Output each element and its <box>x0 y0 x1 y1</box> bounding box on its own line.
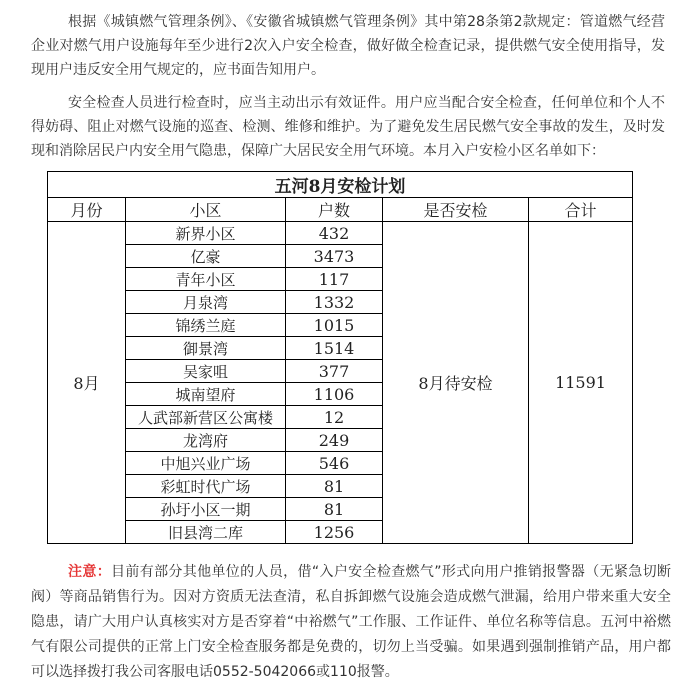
community-name-cell: 彩虹时代广场 <box>126 475 286 498</box>
household-count-cell: 249 <box>286 429 383 452</box>
notice-paragraph <box>31 560 671 685</box>
community-name-cell: 人武部新营区公寓楼 <box>126 406 286 429</box>
header-households: 户数 <box>286 198 383 222</box>
household-count-cell: 1106 <box>286 383 383 406</box>
intro-paragraph-1: 根据《城镇燃气管理条例》、《安徽省城镇燃气管理条例》其中第28条第2款规定：管道燃气经营企业对燃气用户设施每年至少进行2次入户安全检查，做好做全检查记录，提供燃气安全使用指导，发现用户违反安全用气规定的，应书面告知用户。 <box>31 14 665 78</box>
header-month: 月份 <box>48 198 126 222</box>
community-name-cell: 月泉湾 <box>126 291 286 314</box>
household-count-cell: 546 <box>286 452 383 475</box>
header-total: 合计 <box>529 198 633 222</box>
table-row <box>48 222 633 245</box>
notice-label: 注意： <box>68 564 112 580</box>
household-count-cell: 3473 <box>286 245 383 268</box>
header-inspected: 是否安检 <box>383 198 529 222</box>
community-name-cell: 孙圩小区一期 <box>126 498 286 521</box>
community-name-cell: 新界小区 <box>126 222 286 245</box>
community-name-cell: 吴家咀 <box>126 360 286 383</box>
intro-paragraph-2: 安全检查人员进行检查时，应当主动出示有效证件。用户应当配合安全检查，任何单位和个人不得妨碍、阻止对燃气设施的巡查、检测、维修和维护。为了避免发生居民燃气安全事故的发生，及时发现和消除居民户内安全用气隐患，保障广大居民安全用气环境。本月入户安检小区名单如下： <box>31 95 665 159</box>
community-name-cell: 中旭兴业广场 <box>126 452 286 475</box>
community-name-cell: 旧县湾二库 <box>126 521 286 544</box>
table-title: 五河8月安检计划 <box>48 172 633 198</box>
inspection-table <box>47 171 632 542</box>
notice-text: 目前有部分其他单位的人员，借“入户安全检查燃气”形式向用户推销报警器（无紧急切断阀）等商品销售行为。因对方资质无法查清，私自拆卸燃气设施会造成燃气泄漏，给用户带来重大安全隐患，请广大用户认真核实对方是否穿着“中裕燃气”工作服、工作证件、单位名称等信息。五河中裕燃气有限公司提供的正常上门安全检查服务都是免费的，切勿上当受骗。如果遇到强制推销产品，用户都可以选择拨打我公司客服电话0552-5042066或110报警。 <box>31 564 672 680</box>
household-count-cell: 1015 <box>286 314 383 337</box>
total-cell: 11591 <box>529 222 633 544</box>
household-count-cell: 12 <box>286 406 383 429</box>
household-count-cell: 117 <box>286 268 383 291</box>
household-count-cell: 1256 <box>286 521 383 544</box>
household-count-cell: 81 <box>286 498 383 521</box>
month-cell: 8月 <box>48 222 126 544</box>
community-name-cell: 御景湾 <box>126 337 286 360</box>
status-cell: 8月待安检 <box>383 222 529 544</box>
household-count-cell: 1332 <box>286 291 383 314</box>
household-count-cell: 1514 <box>286 337 383 360</box>
community-name-cell: 城南望府 <box>126 383 286 406</box>
community-name-cell: 锦绣兰庭 <box>126 314 286 337</box>
household-count-cell: 432 <box>286 222 383 245</box>
household-count-cell: 81 <box>286 475 383 498</box>
household-count-cell: 377 <box>286 360 383 383</box>
community-name-cell: 亿豪 <box>126 245 286 268</box>
header-community: 小区 <box>126 198 286 222</box>
community-name-cell: 青年小区 <box>126 268 286 291</box>
community-name-cell: 龙湾府 <box>126 429 286 452</box>
